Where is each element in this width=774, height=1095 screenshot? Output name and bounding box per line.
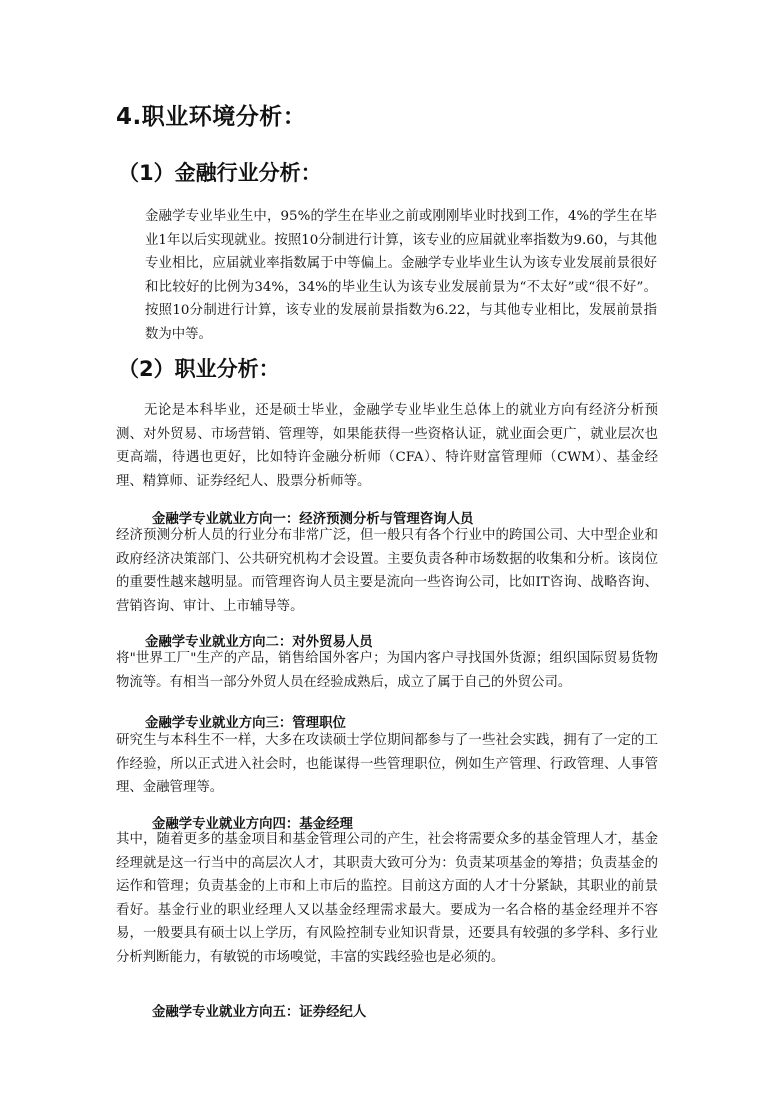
career-direction-5-title: 金融学专业就业方向五：证券经纪人 xyxy=(152,1004,367,1020)
career-direction-3-title: 金融学专业就业方向三：管理职位 xyxy=(145,715,346,731)
career-direction-2-body: 将"世界工厂"生产的产品，销售给国外客户；为国内客户寻找国外货源；组织国际贸易货物物流等。有相当一部分外贸人员在经验成熟后，成立了属于自己的外贸公司。 xyxy=(116,651,658,690)
section-career-body: 无论是本科毕业，还是硕士毕业，金融学专业毕业生总体上的就业方向有经济分析预测、对外贸易、市场营销、管理等，如果能获得一些资格认证，就业面会更广，就业层次也更高端，待遇也更好，比如特许金融分析师（CFA）、特许财富管理师（CWM）、基金经理、精算师、证券经纪人、股票分析师等。 xyxy=(116,403,658,489)
career-direction-4-body: 其中，随着更多的基金项目和基金管理公司的产生，社会将需要众多的基金管理人才，基金经理就是这一行当中的高层次人才，其职责大致可分为：负责某项基金的筹措；负责基金的运作和管理；负责基金的上市和上市后的监控。目前这方面的人才十分紧缺，其职业的前景看好。基金行业的职业经理人又以基金经理需求最大。要成为一名合格的基金经理并不容易，一般要具有硕士以上学历，有风险控制专业知识背景，还要具有较强的多学科、多行业分析判断能力，有敏锐的市场嗅觉，丰富的实践经验也是必须的。 xyxy=(116,832,658,965)
section-finance-body: 金融学专业毕业生中，95%的学生在毕业之前或刚刚毕业时找到工作，4%的学生在毕业1年以后实现就业。按照10分制进行计算，该专业的应届就业率指数为9.60，与其他专业相比，应届就业率指数属于中等偏上。金融学专业毕业生认为该专业发展前景很好和比较好的比例为34%，34%的毕业生认为该专业发展前景为“不太好”或“很不好”。按照10分制进行计算，该专业的发展前景指数为6.22，与其他专业相比，发展前景指数为中等。 xyxy=(145,209,657,342)
section-finance-title: （1）金融行业分析： xyxy=(118,161,322,185)
career-direction-1-body: 经济预测分析人员的行业分布非常广泛，但一般只有各个行业中的跨国公司、大中型企业和政府经济决策部门、公共研究机构才会设置。主要负责各种市场数据的收集和分析。该岗位的重要性越来越明显。而管理咨询人员主要是流向一些咨询公司，比如IT咨询、战略咨询、营销咨询、审计、上市辅导等。 xyxy=(116,528,658,614)
career-direction-4-title: 金融学专业就业方向四：基金经理 xyxy=(152,816,353,832)
career-direction-2-title: 金融学专业就业方向二：对外贸易人员 xyxy=(145,634,373,650)
career-direction-3-body: 研究生与本科生不一样，大多在攻读硕士学位期间都参与了一些社会实践，拥有了一定的工作经验，所以正式进入社会时，也能谋得一些管理职位，例如生产管理、行政管理、人事管理、金融管理等。 xyxy=(116,733,658,796)
section-career-title: （2）职业分析： xyxy=(118,357,280,381)
main-heading: 4.职业环境分析： xyxy=(116,104,307,130)
career-direction-1-title: 金融学专业就业方向一：经济预测分析与管理咨询人员 xyxy=(152,511,474,527)
